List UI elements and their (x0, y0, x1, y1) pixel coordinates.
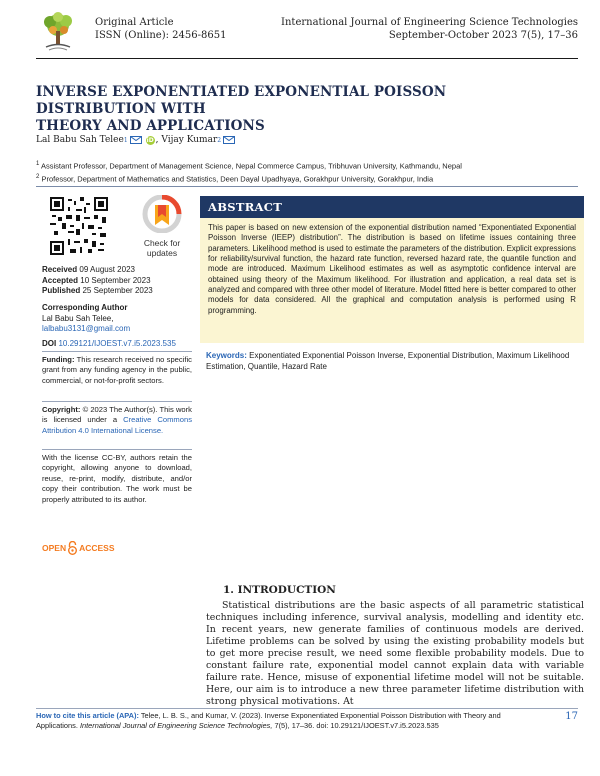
copyright-text: © 2023 The Author(s). This work is licensed under a (42, 405, 192, 425)
author-2-mail-icon[interactable] (223, 136, 235, 144)
accepted-date (42, 276, 153, 287)
sidebar-divider-1 (42, 351, 192, 352)
received-label: Received (42, 265, 78, 274)
affiliation-2 (36, 172, 462, 185)
published-value: 25 September 2023 (82, 286, 153, 295)
published-date (42, 286, 153, 297)
author-1-sup: 1 (123, 136, 128, 144)
article-title (36, 84, 556, 135)
corresponding-author (42, 303, 130, 335)
accepted-value: 10 September 2023 (80, 275, 151, 285)
abstract-heading: ABSTRACT (200, 196, 584, 218)
doi-link[interactable]: 10.29121/IJOEST.v7.i5.2023.535 (58, 339, 176, 348)
author-2-name[interactable]: , Vijay Kumar (155, 135, 218, 145)
received-date (42, 265, 153, 276)
affiliation-1-sup: 1 (36, 161, 40, 167)
citation-text-1: Telee, L. B. S., and Kumar, V. (2023). Inverse Exponentiated Exponential Poisson Distribution with Theory and Applications. (36, 711, 501, 730)
check-for-updates-badge[interactable] (133, 195, 191, 258)
title-line-1: INVERSE EXPONENTIATED EXPONENTIAL POISSON DISTRIBUTION WITH (36, 84, 447, 117)
keywords-label: Keywords: (206, 351, 247, 360)
header-right (281, 16, 578, 42)
author-1-name[interactable]: Lal Babu Sah Telee (36, 135, 124, 145)
check-for-updates-icon (142, 195, 182, 233)
keywords-text: Exponentiated Exponential Poisson Inverse, Exponential Distribution, Maximum Likelihood Estimation, Quantile, Hazard Rate (206, 351, 570, 371)
open-access-access: ACCESS (79, 543, 115, 553)
issue-info: September-October 2023 7(5), 17–36 (388, 30, 578, 41)
open-access-open: OPEN (42, 543, 67, 553)
header-left (95, 16, 226, 42)
copyright-label: Copyright: (42, 405, 81, 414)
doi (42, 339, 176, 348)
citation (36, 711, 516, 731)
affiliations (36, 159, 462, 184)
qr-code[interactable] (50, 197, 108, 255)
author-1-mail-icon[interactable] (130, 136, 142, 144)
citation-text-2: 7(5), 17–36. doi: 10.29121/IJOEST.v7.i5.2023.535 (272, 721, 439, 730)
received-value: 09 August 2023 (79, 265, 135, 274)
check-for-updates-text (133, 239, 191, 258)
license-note: With the license CC-BY, authors retain the copyright, allowing anyone to download, reuse, re-print, modify, distribute, and/or copy their contribution. The work must be properly attributed to its author. (42, 453, 192, 504)
article-type: Original Article (95, 17, 174, 28)
journal-tree-logo (36, 9, 80, 53)
title-line-2: THEORY AND APPLICATIONS (36, 118, 265, 134)
abstract-box (200, 218, 584, 343)
affiliation-2-text: Professor, Department of Mathematics and Statistics, Deen Dayal Upadhyaya, Gorakhpur University, Gorakhpur, India (41, 174, 434, 183)
introduction-text: Statistical distributions are the basic aspects of all parametric statistical techniques including inference, survival analysis, modelling and identity etc. In recent years, new generate families of continuous models are derived. Lifetime problems can be solved by using the existing probability models but to get more precise result, we need some flexible probability models. Due to constant failure rate, exponential model cannot explain data with variable failure rate. Hence, misuse of exponential lifetime model will not be suitable. Here, our aim is to introduce a new three parameter lifetime distribution with strong physical motivations. At (206, 600, 584, 708)
funding-label: Funding: (42, 355, 75, 364)
page-number: 17 (565, 711, 578, 722)
header-divider (36, 58, 578, 59)
orcid-icon[interactable]: iD (146, 136, 154, 144)
check-line-1: Check for (143, 238, 181, 248)
open-lock-icon (67, 541, 78, 555)
sidebar-divider-2 (42, 401, 192, 402)
affiliation-divider (36, 186, 578, 187)
sidebar-divider-3 (42, 449, 192, 450)
copyright-note (42, 405, 192, 436)
citation-label: How to cite this article (APA): (36, 711, 139, 720)
citation-journal: International Journal of Engineering Science Technologies, (79, 721, 273, 730)
author-2-sup: 2 (217, 136, 222, 144)
accepted-label: Accepted (42, 275, 79, 285)
keywords (206, 351, 578, 372)
funding-text: This research received no specific grant from any funding agency in the public, commercial, or not-for-profit sectors. (42, 355, 192, 385)
doi-label: DOI (42, 339, 57, 348)
corresponding-heading: Corresponding Author (42, 303, 128, 312)
journal-name: International Journal of Engineering Science Technologies (281, 17, 578, 28)
abstract-text: This paper is based on new extension of the exponential distribution named “Exponentiated Exponential Poisson Inverse (IEEP) distribution”. The distribution is based on lifetime issues containing three parameters. Likelihood method is used to estimate the parameters of the distribution. Explicit expressions for reliability/survival function, the hazard rate function, reversed hazard rate, the quantile function and mode are introduced. Maximum Likelihood estimates as well as asymptotic confidence interval are obtained using theory of the Maximum likelihood. For illustration and application, a real data set is analyzed and compared with three other model of literature. Model fitted here is better compared to other models for data considered. All the graphical and computation analysis is performed using R programming. (208, 223, 576, 315)
issn: ISSN (Online): 2456-8651 (95, 30, 227, 41)
article-dates (42, 265, 153, 297)
affiliation-1-text: Assistant Professor, Department of Management Science, Nepal Commerce Campus, Tribhuvan University, Kathmandu, Nepal (41, 161, 462, 171)
footer-divider (36, 708, 578, 709)
affiliation-2-sup: 2 (36, 173, 40, 180)
open-access-badge (42, 541, 115, 555)
license-link[interactable]: Creative Commons Attribution 4.0 International License. (42, 415, 192, 435)
affiliation-1 (36, 159, 462, 172)
funding-note (42, 355, 192, 386)
published-label: Published (42, 286, 81, 295)
author-list (36, 135, 236, 145)
check-line-2: updates (146, 247, 178, 258)
corresponding-name: Lal Babu Sah Telee, (42, 313, 114, 323)
section-title-introduction: 1. INTRODUCTION (223, 584, 336, 596)
corresponding-email-link[interactable]: lalbabu3131@gmail.com (42, 324, 131, 333)
